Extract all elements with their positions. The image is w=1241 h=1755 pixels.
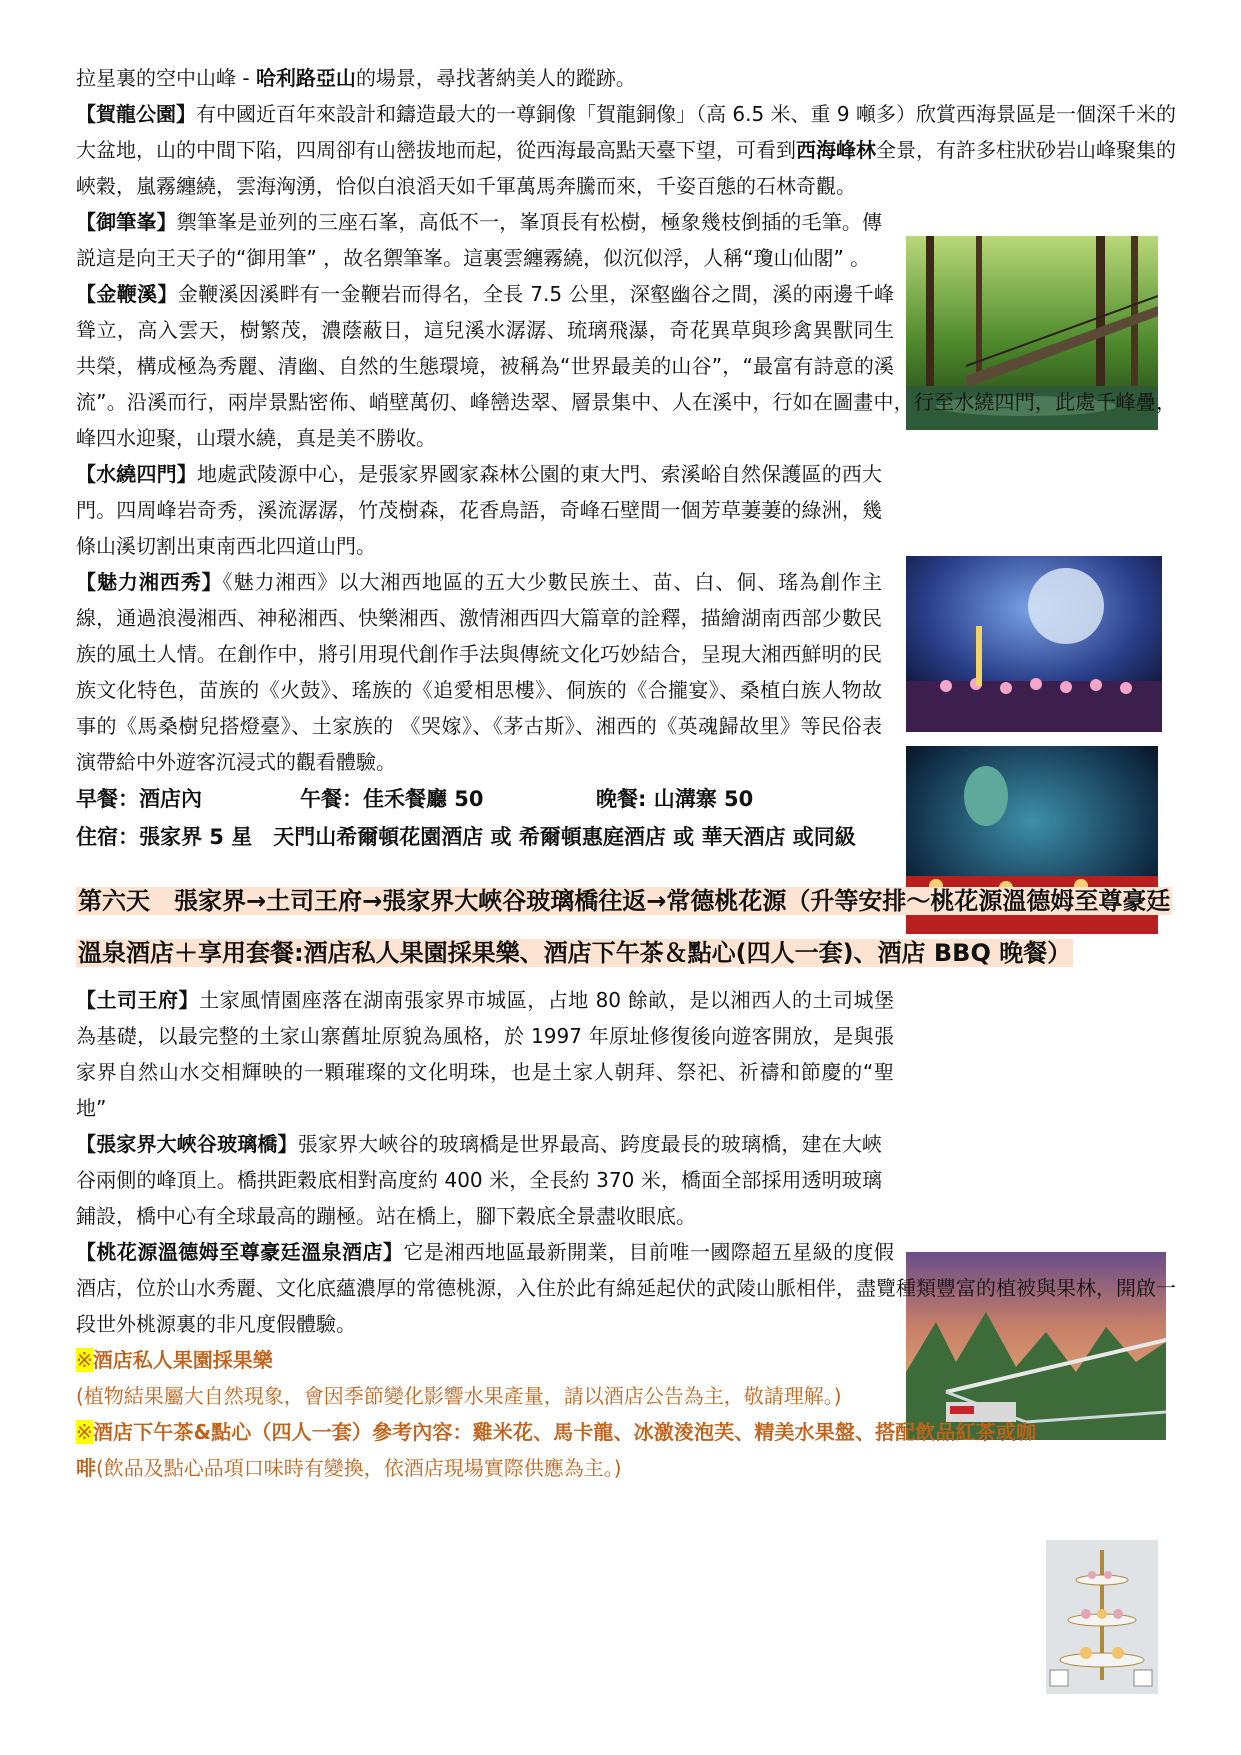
text: 張家界大峽谷的玻璃橋是世界最高、跨度最長的玻璃橋，建在大峽谷兩側的峰頂上。橋拱距穀底相對高度約 400 米，全長約 370 米，橋面全部採用透明玻璃鋪設，橋中心有全球最高的蹦極。站在橋上，腳下穀底全景盡收眼底。	[76, 1132, 883, 1228]
perk-title: 酒店下午茶&點心（四人一套）參考內容：雞米花、馬卡龍、冰激淩泡芙、精美水果盤、搭配飲品紅茶或咖啡	[76, 1420, 1036, 1480]
section-title: 【水繞四門】	[76, 462, 197, 486]
itinerary-page	[76, 60, 1176, 1486]
reference-mark: ※	[76, 1420, 93, 1444]
perk-note: (飲品及點心品項口味時有變換，依酒店現場實際供應為主。)	[96, 1456, 622, 1480]
text: 土家風情園座落在湖南張家界市城區，占地 80 餘畝，是以湘西人的土司城堡為基礎，以最完整的土家山寨舊址原貌為風格，於 1997 年原址修復後向遊客開放，是與張家界自然山水交相輝映的一顆璀璨的文化明珠，也是土家人朝拜、祭祀、祈禱和節慶的“聖地”	[76, 988, 895, 1120]
meal-info	[76, 780, 1176, 818]
text: 禦筆峯是並列的三座石峯，高低不一，峯頂長有松樹，極象幾枝倒插的毛筆。傳説這是向王天子的“御用筆” ，故名禦筆峯。這裏雲纏霧繞，似沉似浮，人稱“瓊山仙閣” 。	[76, 210, 883, 270]
paragraph-tusi-palace	[76, 982, 1176, 1126]
section-title: 【土司王府】	[76, 988, 200, 1012]
section-title: 【桃花源溫德姆至尊豪廷溫泉酒店】	[76, 1240, 404, 1264]
section-title: 【賀龍公園】	[76, 102, 197, 126]
paragraph-halleluiah	[76, 60, 1176, 96]
orchard-title	[76, 1342, 1036, 1378]
paragraph-helong-park	[76, 96, 1176, 204]
paragraph-hotel	[76, 1234, 1176, 1342]
perk-note: (植物結果屬大自然現象，會因季節變化影響水果產量，請以酒店公告為主，敬請理解。)	[76, 1384, 842, 1408]
breakfast-label: 早餐：酒店內	[76, 787, 202, 811]
dinner-label: 晚餐: 山溝寨 50	[596, 787, 754, 811]
text: 全景，有許多柱狀砂岩山峰聚集的峽穀，嵐霧纏繞，雲海洶湧，恰似白浪滔天如千軍萬馬奔騰而來，千姿百態的石林奇觀。	[76, 138, 1176, 198]
orchard-note	[76, 1378, 1036, 1414]
paragraph-yubi-peak	[76, 204, 882, 276]
perk-title: 酒店私人果園採果樂	[92, 1348, 273, 1372]
paragraph-shuirao-simen	[76, 456, 882, 564]
paragraph-glass-bridge	[76, 1126, 882, 1234]
paragraph-jinbian-stream	[76, 276, 1176, 456]
tea-info	[76, 1414, 1036, 1486]
section-title: 【魅力湘西秀】	[76, 570, 223, 594]
text: 地處武陵源中心，是張家界國家森林公園的東大門、索溪峪自然保護區的西大門。四周峰岩奇秀，溪流潺潺，竹茂樹森，花香鳥語，奇峰石壁間一個芳草萋萋的綠洲，幾條山溪切割出東南西北四道山門。	[76, 462, 883, 558]
text: 拉星裏的空中山峰 -	[76, 66, 256, 90]
paragraph-meili-xiangxi	[76, 564, 882, 780]
reference-mark: ※	[76, 1348, 93, 1372]
day6-header: 第六天 張家界→土司王府→張家界大峽谷玻璃橋往返→常德桃花源（升等安排～桃花源溫德姆至尊豪廷溫泉酒店＋享用套餐:酒店私人果園採果樂、酒店下午茶＆點心(四人一套)、酒店 BBQ 晚餐）	[78, 887, 1171, 967]
text: 《魅力湘西》以大湘西地區的五大少數民族土、苗、白、侗、瑤為創作主線，通過浪漫湘西、神秘湘西、快樂湘西、激情湘西四大篇章的詮釋，描繪湖南西部少數民族的風土人情。在創作中，將引用現代創作手法與傳統文化巧妙結合，呈現大湘西鮮明的民族文化特色，苗族的《火鼓》、瑤族的《追愛相思樓》、侗族的《合攏宴》、桑植白族人物故事的《馬桑樹兒搭燈臺》、土家族的 《哭嫁》、《茅古斯》、湘西的《英魂歸故里》等民俗表演帶給中外遊客沉浸式的觀看體驗。	[76, 570, 883, 774]
text: 有中國近百年來設計和鑄造最大的一尊銅像「賀龍銅像」（高 6.5 米、重 9 噸多）欣賞西海景區是一個深千米的大盆地，山的中間下陷，四周卻有山巒拔地而起，從西海最高點天臺下望，可看到	[76, 102, 1177, 162]
hotel-perks	[76, 1342, 1036, 1486]
afternoon-tea-photo	[1046, 1540, 1158, 1694]
section-title: 【御筆峯】	[76, 210, 177, 234]
section-title: 【金鞭溪】	[76, 282, 178, 306]
text: 金鞭溪因溪畔有一金鞭岩而得名，全長 7.5 公里，深壑幽谷之間，溪的兩邊千峰聳立，高入雲天，樹繁茂，濃蔭蔽日，這兒溪水潺潺、琉璃飛瀑，奇花異草與珍禽異獸同生共榮，構成極為秀麗、清幽、自然的生態環境，被稱為“世界最美的山谷”，“最富有詩意的溪流”。沿溪而行，兩岸景點密佈、峭壁萬仞、峰巒迭翠、層景集中、人在溪中，行如在圖畫中，行至水繞四門，此處千峰疊，峰四水迎聚，山環水繞，真是美不勝收。	[76, 282, 1176, 450]
text: 的場景，尋找著納美人的蹤跡。	[355, 66, 636, 90]
accommodation-info: 住宿：張家界 5 星 天門山希爾頓花園酒店 或 希爾頓惠庭酒店 或 華天酒店 或同級	[76, 825, 856, 849]
section-title: 【張家界大峽谷玻璃橋】	[76, 1132, 298, 1156]
day6-header-block	[76, 878, 1176, 982]
highlight-text: 哈利路亞山	[255, 66, 356, 90]
text: 它是湘西地區最新開業，目前唯一國際超五星級的度假酒店，位於山水秀麗、文化底蘊濃厚的常德桃源，入住於此有綿延起伏的武陵山脈相伴，盡覽種類豐富的植被與果林，開啟一段世外桃源裏的非凡度假體驗。	[76, 1240, 1176, 1336]
highlight-text: 西海峰林	[796, 138, 876, 162]
lunch-label: 午餐：佳禾餐廳 50	[300, 787, 484, 811]
